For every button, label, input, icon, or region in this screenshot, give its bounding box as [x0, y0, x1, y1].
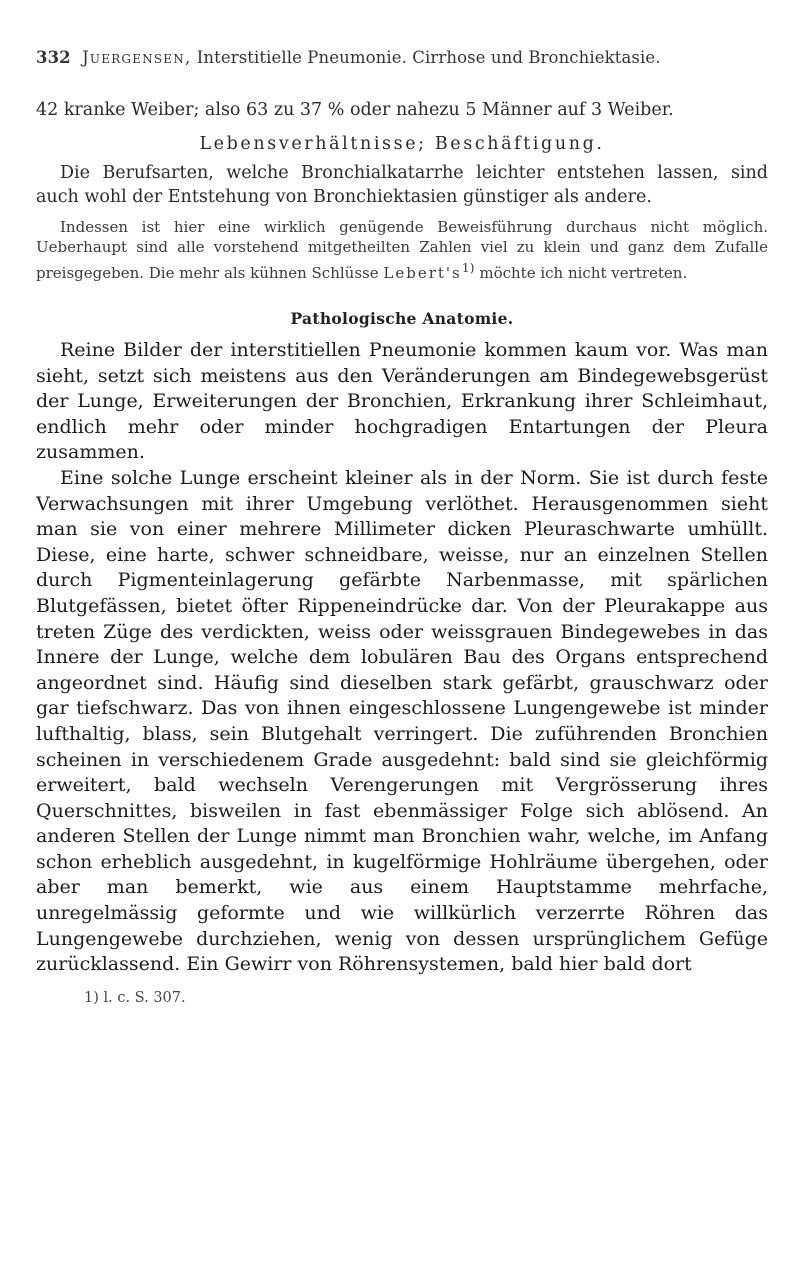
intro-line: 42 kranke Weiber; also 63 zu 37 % oder nahezu 5 Männer auf 3 Weiber. — [36, 100, 674, 120]
running-head-title: Interstitielle Pneumonie. Cirrhose und Bronchiektasie. — [196, 48, 661, 67]
running-head-author: Juergensen, — [82, 48, 192, 67]
section-body — [36, 338, 768, 978]
footnote-marker: 1) — [461, 259, 475, 275]
small-note-text-after: möchte ich nicht vertreten. — [479, 263, 688, 282]
section-heading: Pathologische Anatomie. — [290, 309, 514, 328]
subsection-paragraph: Die Berufsarten, welche Bronchialkatarrhe leichter entstehen lassen, sind auch wohl der Entstehung von Bronchiektasien günstiger als andere. — [36, 162, 768, 207]
small-note-author: Lebert's — [383, 263, 462, 282]
page-number: 332 — [36, 48, 71, 67]
subsection-heading: Lebensverhältnisse; Beschäftigung. — [199, 133, 605, 154]
small-note — [36, 217, 768, 284]
small-note-text-before: Indessen ist hier eine wirklich genügende Beweisführung durchaus nicht möglich. Ueberhaupt sind alle vorstehend mitgetheilten Zahlen viel zu klein und ganz dem Zufalle preisgegeben. Die mehr als kühnen Schlüsse — [36, 217, 768, 282]
body-paragraph: Eine solche Lunge erscheint kleiner als in der Norm. Sie ist durch feste Verwachsungen mit ihrer Umgebung verlöthet. Herausgenommen sieht man sie von einer mehrere Millimeter dicken Pleuraschwarte umhüllt. Diese, eine harte, schwer schneidbare, weisse, nur an einzelnen Stellen durch Pigmenteinlagerung gefärbte Narbenmasse, mit spärlichen Blutgefässen, bietet öfter Rippeneindrücke dar. Von der Pleurakappe aus treten Züge des verdickten, weiss oder weissgrauen Bindegewebes in das Innere der Lunge, welche dem lobulären Bau des Organs entsprechend angeordnet sind. Häufig sind dieselben stark gefärbt, grauschwarz oder gar tiefschwarz. Das von ihnen eingeschlossene Lungengewebe ist minder lufthaltig, blass, sein Blutgehalt verringert. Die zuführenden Bronchien scheinen in verschiedenem Grade ausgedehnt: bald sind sie gleichförmig erweitert, bald wechseln Verengerungen mit Vergrösserung ihres Querschnittes, bisweilen in fast ebenmässiger Folge sich ablösend. An anderen Stellen der Lunge nimmt man Bronchien wahr, welche, im Anfang schon erheblich ausgedehnt, in kugelförmige Hohlräume übergehen, oder aber man bemerkt, wie aus einem Hauptstamme mehrfache, unregelmässig geformte und wie willkürlich verzerrte Röhren das Lungengewebe durchziehen, wenig von dessen ursprünglichem Gefüge zurücklassend. Ein Gewirr von Röhrensystemen, bald hier bald dort — [36, 466, 768, 976]
footnote: 1) l. c. S. 307. — [84, 989, 186, 1006]
body-paragraph: Reine Bilder der interstitiellen Pneumonie kommen kaum vor. Was man sieht, setzt sich meistens aus den Veränderungen am Bindegewebsgerüst der Lunge, Erweiterungen der Bronchien, Erkrankung ihrer Schleimhaut, endlich mehr oder minder hochgradigen Entartungen der Pleura zusammen. — [36, 339, 768, 464]
running-head — [36, 48, 768, 68]
